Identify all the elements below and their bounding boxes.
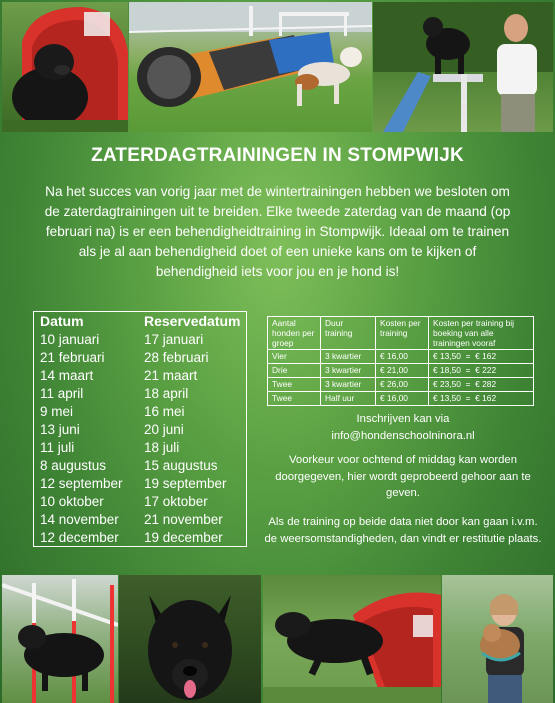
- dates-row: [34, 350, 246, 368]
- price-table-row: [268, 378, 534, 392]
- group-size-cell: Twee: [268, 378, 321, 392]
- advance-cost-cell: € 13,50 = € 162: [429, 350, 534, 364]
- photo-dog-agility-tunnel: [2, 2, 128, 132]
- cost-cell: € 16,00: [376, 392, 429, 406]
- photo-dog-weave-poles: [2, 575, 118, 703]
- photo-trainer-with-dog: [373, 2, 553, 132]
- date-cell: 9 mei: [40, 404, 74, 419]
- dates-header-reserve: Reservedatum: [144, 313, 241, 329]
- advance-cost-cell: € 13,50 = € 162: [429, 392, 534, 406]
- dates-row: [34, 404, 246, 422]
- date-cell: 11 april: [40, 386, 84, 401]
- photo-black-dog-portrait: [119, 575, 261, 703]
- cost-cell: € 16,00: [376, 350, 429, 364]
- date-cell: 12 december: [40, 530, 119, 545]
- price-table-row: [268, 392, 534, 406]
- reserve-date-cell: 15 augustus: [144, 458, 218, 473]
- dates-row: [34, 512, 246, 530]
- signup-text: Inschrijven kan via: [356, 413, 450, 425]
- reserve-date-cell: 21 november: [144, 512, 223, 527]
- reserve-date-cell: 18 april: [144, 386, 189, 401]
- reserve-date-cell: 28 februari: [144, 350, 209, 365]
- dates-row: [34, 530, 246, 548]
- price-header-duration: Duur training: [321, 317, 376, 350]
- photo-woman-with-dog: [442, 575, 553, 703]
- price-header-group-size: Aantal honden per groep: [268, 317, 321, 350]
- dates-row: [34, 368, 246, 386]
- group-size-cell: Vier: [268, 350, 321, 364]
- price-table-row: [268, 350, 534, 364]
- dates-row: [34, 422, 246, 440]
- group-size-cell: Drie: [268, 364, 321, 378]
- reserve-date-cell: 17 januari: [144, 332, 204, 347]
- intro-paragraph: Na het succes van vorig jaar met de wintertrainingen hebben we besloten om de zaterdagtrainingen uit te breiden. Elke tweede zaterdag van de maand (op februari na) is er een behendigheidtraining in Stompwijk. Ideaal om te trainen als je al aan behendigheid doet of een unieke kans om te kijken of behendigheid iets voor jou en je hond is!: [44, 184, 511, 279]
- page-title: ZATERDAGTRAININGEN IN STOMPWIJK: [91, 145, 464, 166]
- cost-cell: € 26,00: [376, 378, 429, 392]
- reserve-date-cell: 17 oktober: [144, 494, 208, 509]
- cost-cell: € 21,00: [376, 364, 429, 378]
- date-cell: 11 juli: [40, 440, 75, 455]
- dates-table: [33, 311, 247, 547]
- reserve-date-cell: 19 september: [144, 476, 227, 491]
- date-cell: 10 januari: [40, 332, 100, 347]
- dates-row: [34, 494, 246, 512]
- reserve-date-cell: 21 maart: [144, 368, 198, 383]
- date-cell: 14 maart: [40, 368, 94, 383]
- duration-cell: Half uur: [321, 392, 376, 406]
- reserve-date-cell: 16 mei: [144, 404, 185, 419]
- photo-dog-exiting-tunnel: [263, 575, 441, 703]
- price-table-header-row: [268, 317, 534, 350]
- date-cell: 12 september: [40, 476, 123, 491]
- duration-cell: 3 kwartier: [321, 378, 376, 392]
- weather-policy-text: Als de training op beide data niet door kan gaan i.v.m. de weersomstandigheden, dan vindt er restitutie plaats.: [264, 516, 542, 545]
- preference-text: Voorkeur voor ochtend of middag kan worden doorgegeven, hier wordt geprobeerd gehoor aan te geven.: [275, 454, 531, 499]
- dates-row: [34, 476, 246, 494]
- dates-row: [34, 440, 246, 458]
- photo-dog-running-tunnels: [129, 2, 372, 132]
- date-cell: 21 februari: [40, 350, 105, 365]
- price-table-row: [268, 364, 534, 378]
- signup-email-link[interactable]: info@hondenschoolninora.nl: [331, 429, 475, 442]
- date-cell: 8 augustus: [40, 458, 107, 473]
- date-cell: 13 juni: [40, 422, 80, 437]
- date-cell: 10 oktober: [40, 494, 104, 509]
- price-table: [267, 316, 534, 406]
- dates-row: [34, 332, 246, 350]
- advance-cost-cell: € 23,50 = € 282: [429, 378, 534, 392]
- duration-cell: 3 kwartier: [321, 364, 376, 378]
- date-cell: 14 november: [40, 512, 119, 527]
- reserve-date-cell: 19 december: [144, 530, 223, 545]
- dates-row: [34, 458, 246, 476]
- price-header-advance-cost: Kosten per training bij boeking van alle trainingen vooraf: [429, 317, 534, 350]
- advance-cost-cell: € 18,50 = € 222: [429, 364, 534, 378]
- dates-row: [34, 386, 246, 404]
- signup-block: [262, 411, 544, 444]
- price-header-cost: Kosten per training: [376, 317, 429, 350]
- duration-cell: 3 kwartier: [321, 350, 376, 364]
- dates-header-date: Datum: [40, 313, 84, 329]
- group-size-cell: Twee: [268, 392, 321, 406]
- reserve-date-cell: 18 juli: [144, 440, 180, 455]
- reserve-date-cell: 20 juni: [144, 422, 184, 437]
